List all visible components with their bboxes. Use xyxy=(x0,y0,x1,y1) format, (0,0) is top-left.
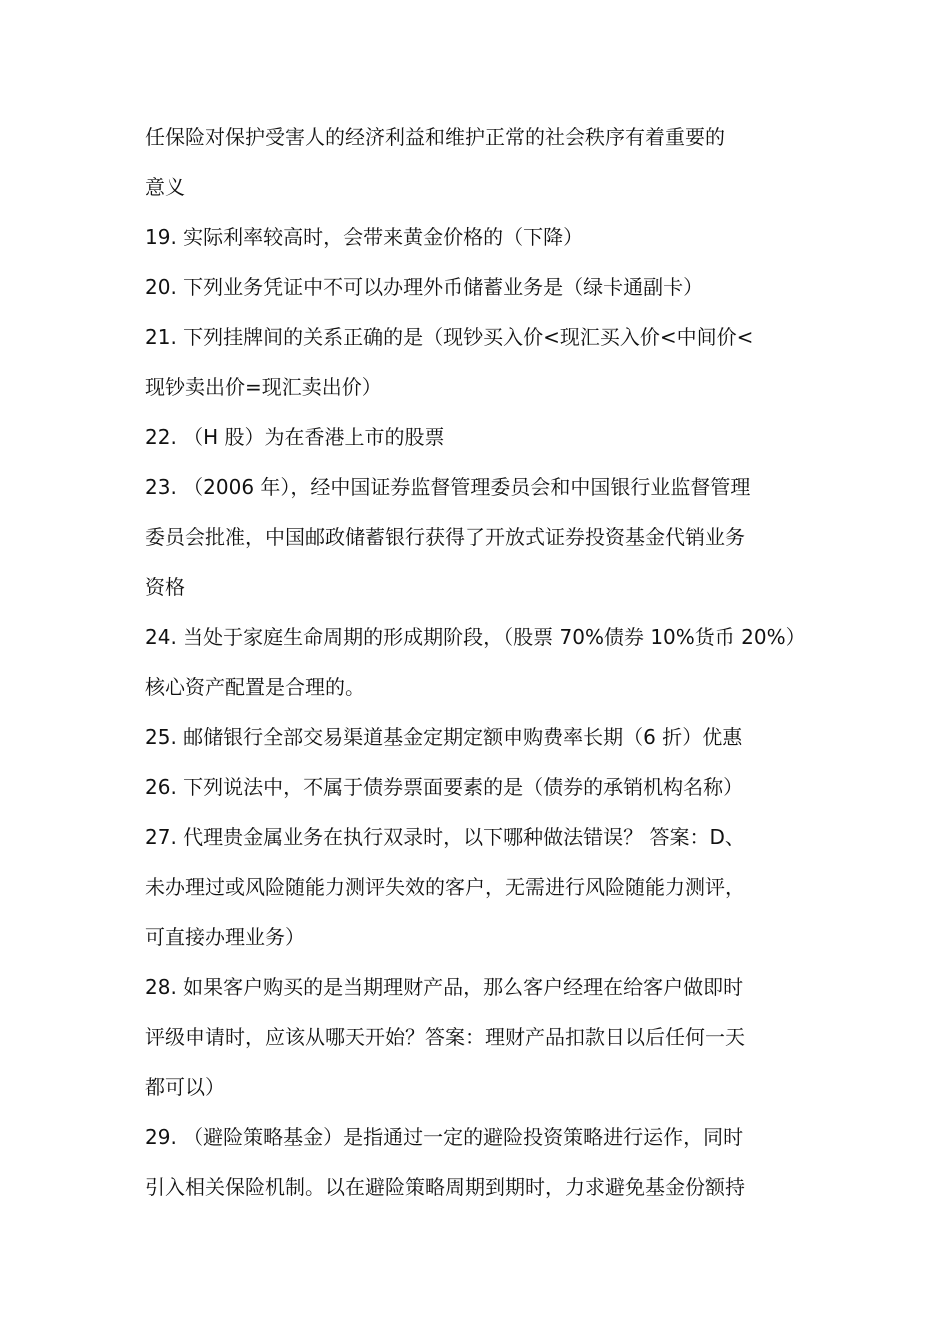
text-line: 可直接办理业务） xyxy=(145,925,305,949)
text-line: 现钞卖出价=现汇卖出价） xyxy=(145,375,382,399)
text-line: 委员会批准，中国邮政储蓄银行获得了开放式证券投资基金代销业务 xyxy=(145,525,745,549)
question-19 xyxy=(145,212,810,262)
question-25 xyxy=(145,712,810,762)
question-24 xyxy=(145,612,810,712)
text-line: 23. （2006 年），经中国证券监督管理委员会和中国银行业监督管理 xyxy=(145,475,751,499)
question-28 xyxy=(145,962,810,1112)
question-29 xyxy=(145,1112,810,1212)
text-line: 28. 如果客户购买的是当期理财产品，那么客户经理在给客户做即时 xyxy=(145,975,744,999)
text-line: 19. 实际利率较高时，会带来黄金价格的（下降） xyxy=(145,225,584,249)
text-line: 引入相关保险机制。以在避险策略周期到期时，力求避免基金份额持 xyxy=(145,1175,745,1199)
text-line: 20. 下列业务凭证中不可以办理外币储蓄业务是（绿卡通副卡） xyxy=(145,275,704,299)
text-line: 意义 xyxy=(145,175,185,199)
text-line: 任保险对保护受害人的经济利益和维护正常的社会秩序有着重要的 xyxy=(145,125,725,149)
text-line: 25. 邮储银行全部交易渠道基金定期定额申购费率长期（6 折）优惠 xyxy=(145,725,743,749)
text-line: 27. 代理贵金属业务在执行双录时，以下哪种做法错误？ 答案：D、 xyxy=(145,825,745,849)
text-line: 评级申请时，应该从哪天开始？答案：理财产品扣款日以后任何一天 xyxy=(145,1025,745,1049)
text-line: 资格 xyxy=(145,575,185,599)
text-line: 都可以） xyxy=(145,1075,225,1099)
paragraph-continuation xyxy=(145,112,810,212)
text-line: 29. （避险策略基金）是指通过一定的避险投资策略进行运作，同时 xyxy=(145,1125,744,1149)
question-26 xyxy=(145,762,810,812)
text-line: 26. 下列说法中，不属于债券票面要素的是（债券的承销机构名称） xyxy=(145,775,744,799)
question-22 xyxy=(145,412,810,462)
text-line: 22. （H 股）为在香港上市的股票 xyxy=(145,425,445,449)
text-line: 未办理过或风险随能力测评失效的客户，无需进行风险随能力测评， xyxy=(145,875,745,899)
document-body xyxy=(145,112,810,1212)
text-line: 24. 当处于家庭生命周期的形成期阶段，（股票 70%债券 10%货币 20%） xyxy=(145,625,806,649)
question-20 xyxy=(145,262,810,312)
text-line: 核心资产配置是合理的。 xyxy=(145,675,365,699)
question-21 xyxy=(145,312,810,412)
text-line: 21. 下列挂牌间的关系正确的是（现钞买入价<现汇买入价<中间价< xyxy=(145,325,754,349)
question-23 xyxy=(145,462,810,612)
question-27 xyxy=(145,812,810,962)
